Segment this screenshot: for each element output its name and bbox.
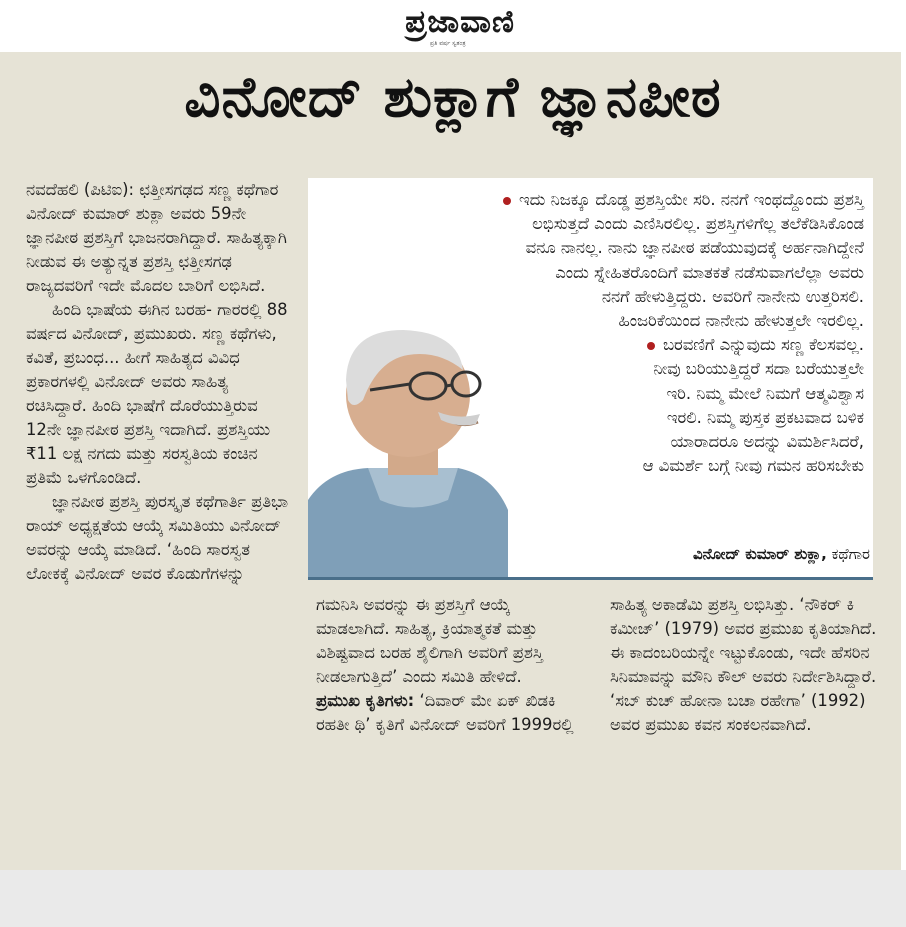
- quote-line: ಇರಿ. ನಿಮ್ಮ ಮೇಲೆ ನಿಮಗೆ ಆತ್ಮವಿಶ್ವಾಸ: [666, 383, 864, 403]
- quote-line: ಇದು ನಿಜಕ್ಕೂ ದೊಡ್ಡ ಪ್ರಶಸ್ತಿಯೇ ಸರಿ. ನನಗೆ ಇಂಥದ್ದೊಂದು ಪ್ರಶಸ್ತಿ: [334, 188, 864, 212]
- newspaper-logo: [330, 2, 590, 50]
- quote-divider: [308, 577, 873, 580]
- bullet-icon: [647, 342, 655, 350]
- quote-attribution: [550, 542, 870, 566]
- quote-line: ನೀವು ಬರಿಯುತ್ತಿದ್ದರೆ ಸದಾ ಬರೆಯುತ್ತಲೇ: [653, 359, 864, 379]
- author-role: ಕಥೆಗಾರ: [826, 545, 870, 563]
- quote-line: ಲಭಿಸುತ್ತದೆ ಎಂದು ಎಣಿಸಿರಲಿಲ್ಲ. ಪ್ರಶಸ್ತಿಗಳಿಗೆಲ್ಲ ತಲೆಕೆಡಿಸಿಕೊಂಡ: [532, 214, 864, 234]
- subhead: ಪ್ರಮುಖ ಕೃತಿಗಳು:: [316, 691, 415, 710]
- paragraph: ಹಿಂದಿ ಭಾಷೆಯ ಈಗಿನ ಬರಹ- ಗಾರರಲ್ಲಿ 88 ವರ್ಷದ ವಿನೋದ್, ಪ್ರಮುಖರು. ಸಣ್ಣ ಕಥೆಗಳು, ಕವಿತೆ, ಪ್ರಬಂಧ... ಹೀಗೆ ಸಾಹಿತ್ಯದ ವಿವಿಧ ಪ್ರಕಾರಗಳಲ್ಲಿ ವಿನೋದ್ ಅವರು ಸಾಹಿತ್ಯ ರಚಿಸಿದ್ದಾರೆ. ಹಿಂದಿ ಭಾಷೆಗೆ ದೊರೆಯುತ್ತಿರುವ 12ನೇ ಜ್ಞಾನಪೀಠ ಪ್ರಶಸ್ತಿ ಇದಾಗಿದೆ. ಪ್ರಶಸ್ತಿಯು ₹11 ಲಕ್ಷ ನಗದು ಮತ್ತು ಸರಸ್ವತಿಯ ಕಂಚಿನ ಪ್ರತಿಮೆ ಒಳಗೊಂಡಿದೆ.: [26, 300, 288, 487]
- headline: ವಿನೋದ್ ಶುಕ್ಲಾಗೆ ಜ್ಞಾನಪೀಠ: [184, 65, 722, 130]
- article-column-2: [316, 593, 586, 737]
- paragraph: ಸಾಹಿತ್ಯ ಅಕಾಡೆಮಿ ಪ್ರಶಸ್ತಿ ಲಭಿಸಿತ್ತು. ‘ನೌಕರ್ ಕಿ ಕಮೀಜ್’ (1979) ಅವರ ಪ್ರಮುಖ ಕೃತಿಯಾಗಿದೆ. ಈ ಕಾದಂಬರಿಯನ್ನೇ ಇಟ್ಟುಕೊಂಡು, ಇದೇ ಹೆಸರಿನ ಸಿನಿಮಾವನ್ನು ಮೌನಿ ಕೌಲ್ ಅವರು ನಿರ್ದೇಶಿಸಿದ್ದಾರೆ. ‘ಸಬ್ ಕುಚ್ ಹೋನಾ ಬಚಾ ರಹೇಗಾ’ (1992) ಅವರ ಪ್ರಮುಖ ಕವನ ಸಂಕಲನವಾಗಿದೆ.: [610, 595, 877, 734]
- quote-line: ಇರಲಿ. ನಿಮ್ಮ ಪುಸ್ತಕ ಪ್ರಕಟವಾದ ಬಳಿಕ: [666, 407, 864, 427]
- paragraph: ಜ್ಞಾನಪೀಠ ಪ್ರಶಸ್ತಿ ಪುರಸ್ಕೃತ ಕಥೆಗಾರ್ತಿ ಪ್ರತಿಭಾ ರಾಯ್ ಅಧ್ಯಕ್ಷತೆಯ ಆಯ್ಕೆ ಸಮಿತಿಯು ವಿನೋದ್ ಅವರನ್ನು ಆಯ್ಕೆ ಮಾಡಿದೆ. ‘ಹಿಂದಿ ಸಾರಸ್ವತ ಲೋಕಕ್ಕೆ ವಿನೋದ್ ಅವರ ಕೊಡುಗೆಗಳನ್ನು: [26, 492, 289, 583]
- page-footer-space: [0, 870, 906, 927]
- quote-text: [334, 188, 864, 478]
- paragraph: ಗಮನಿಸಿ ಅವರನ್ನು ಈ ಪ್ರಶಸ್ತಿಗೆ ಆಯ್ಕೆ ಮಾಡಲಾಗಿದೆ. ಸಾಹಿತ್ಯ, ಕ್ರಿಯಾತ್ಮಕತೆ ಮತ್ತು ವಿಶಿಷ್ಟವಾದ ಬರಹ ಶೈಲಿಗಾಗಿ ಅವರಿಗೆ ಪ್ರಶಸ್ತಿ ನೀಡಲಾಗುತ್ತಿದೆ’ ಎಂದು ಸಮಿತಿ ಹೇಳಿದೆ.: [316, 595, 544, 686]
- quote-line: ನನಗೆ ಹೇಳುತ್ತಿದ್ದರು. ಅವರಿಗೆ ನಾನೇನು ಉತ್ತರಿಸಲಿ.: [601, 286, 864, 306]
- quote-line: ವನೂ ನಾನಲ್ಲ. ನಾನು ಜ್ಞಾನಪೀಠ ಪಡೆಯುವುದಕ್ಕೆ ಅರ್ಹನಾಗಿದ್ದೇನೆ: [525, 238, 864, 258]
- quote-line: ಆ ವಿಮರ್ಶೆ ಬಗ್ಗೆ ನೀವು ಗಮನ ಹರಿಸಬೇಕು: [642, 456, 864, 476]
- article-column-1: [26, 178, 294, 586]
- logo-name: ಪ್ರಜಾವಾಣಿ: [405, 4, 515, 40]
- paragraph: ನವದೆಹಲಿ (ಪಿಟಿಐ): ಛತ್ತೀಸಗಢದ ಸಣ್ಣ ಕಥೆಗಾರ ವಿನೋದ್ ಕುಮಾರ್ ಶುಕ್ಲಾ ಅವರು 59ನೇ ಜ್ಞಾನಪೀಠ ಪ್ರಶಸ್ತಿಗೆ ಭಾಜನರಾಗಿದ್ದಾರೆ. ಸಾಹಿತ್ಯಕ್ಕಾಗಿ ನೀಡುವ ಈ ಅತ್ಯುನ್ನತ ಪ್ರಶಸ್ತಿ ಛತ್ತೀಸಗಢ ರಾಜ್ಯದವರಿಗೆ ಇದೇ ಮೊದಲ ಬಾರಿಗೆ ಲಭಿಸಿದೆ.: [26, 180, 287, 295]
- quote-line: ಹಿಂಜರಿಕೆಯಿಂದ ನಾನೇನು ಹೇಳುತ್ತಲೇ ಇರಲಿಲ್ಲ.: [618, 311, 864, 331]
- quote-line: ಎಂದು ಸ್ನೇಹಿತರೊಂದಿಗೆ ಮಾತಕತೆ ನಡೆಸುವಾಗಲೆಲ್ಲಾ ಅವರು: [555, 262, 864, 282]
- quote-line: ಬರವಣಿಗೆ ಎನ್ನುವುದು ಸಣ್ಣ ಕೆಲಸವಲ್ಲ.: [334, 333, 864, 357]
- quote-line: ಯಾರಾದರೂ ಅದನ್ನು ವಿಮರ್ಶಿಸಿದರೆ,: [670, 432, 864, 452]
- masthead: [0, 0, 906, 52]
- author-name: ವಿನೋದ್ ಕುಮಾರ್ ಶುಕ್ಲಾ,: [692, 545, 827, 563]
- paragraph: ಪ್ರಮುಖ ಕೃತಿಗಳು: ‘ದಿವಾರ್ ಮೇ ಏಕ್ ಖಿಡಕಿ ರಹತೀ ಥಿ’ ಕೃತಿಗೆ ವಿನೋದ್ ಅವರಿಗೆ 1999ರಲ್ಲಿ: [316, 691, 574, 734]
- logo-tagline: ಪ್ರತಿ ವರ್ಷ ಸ್ವತಂತ್ರ: [430, 40, 466, 47]
- bullet-icon: [503, 197, 511, 205]
- article-column-3: [610, 593, 880, 737]
